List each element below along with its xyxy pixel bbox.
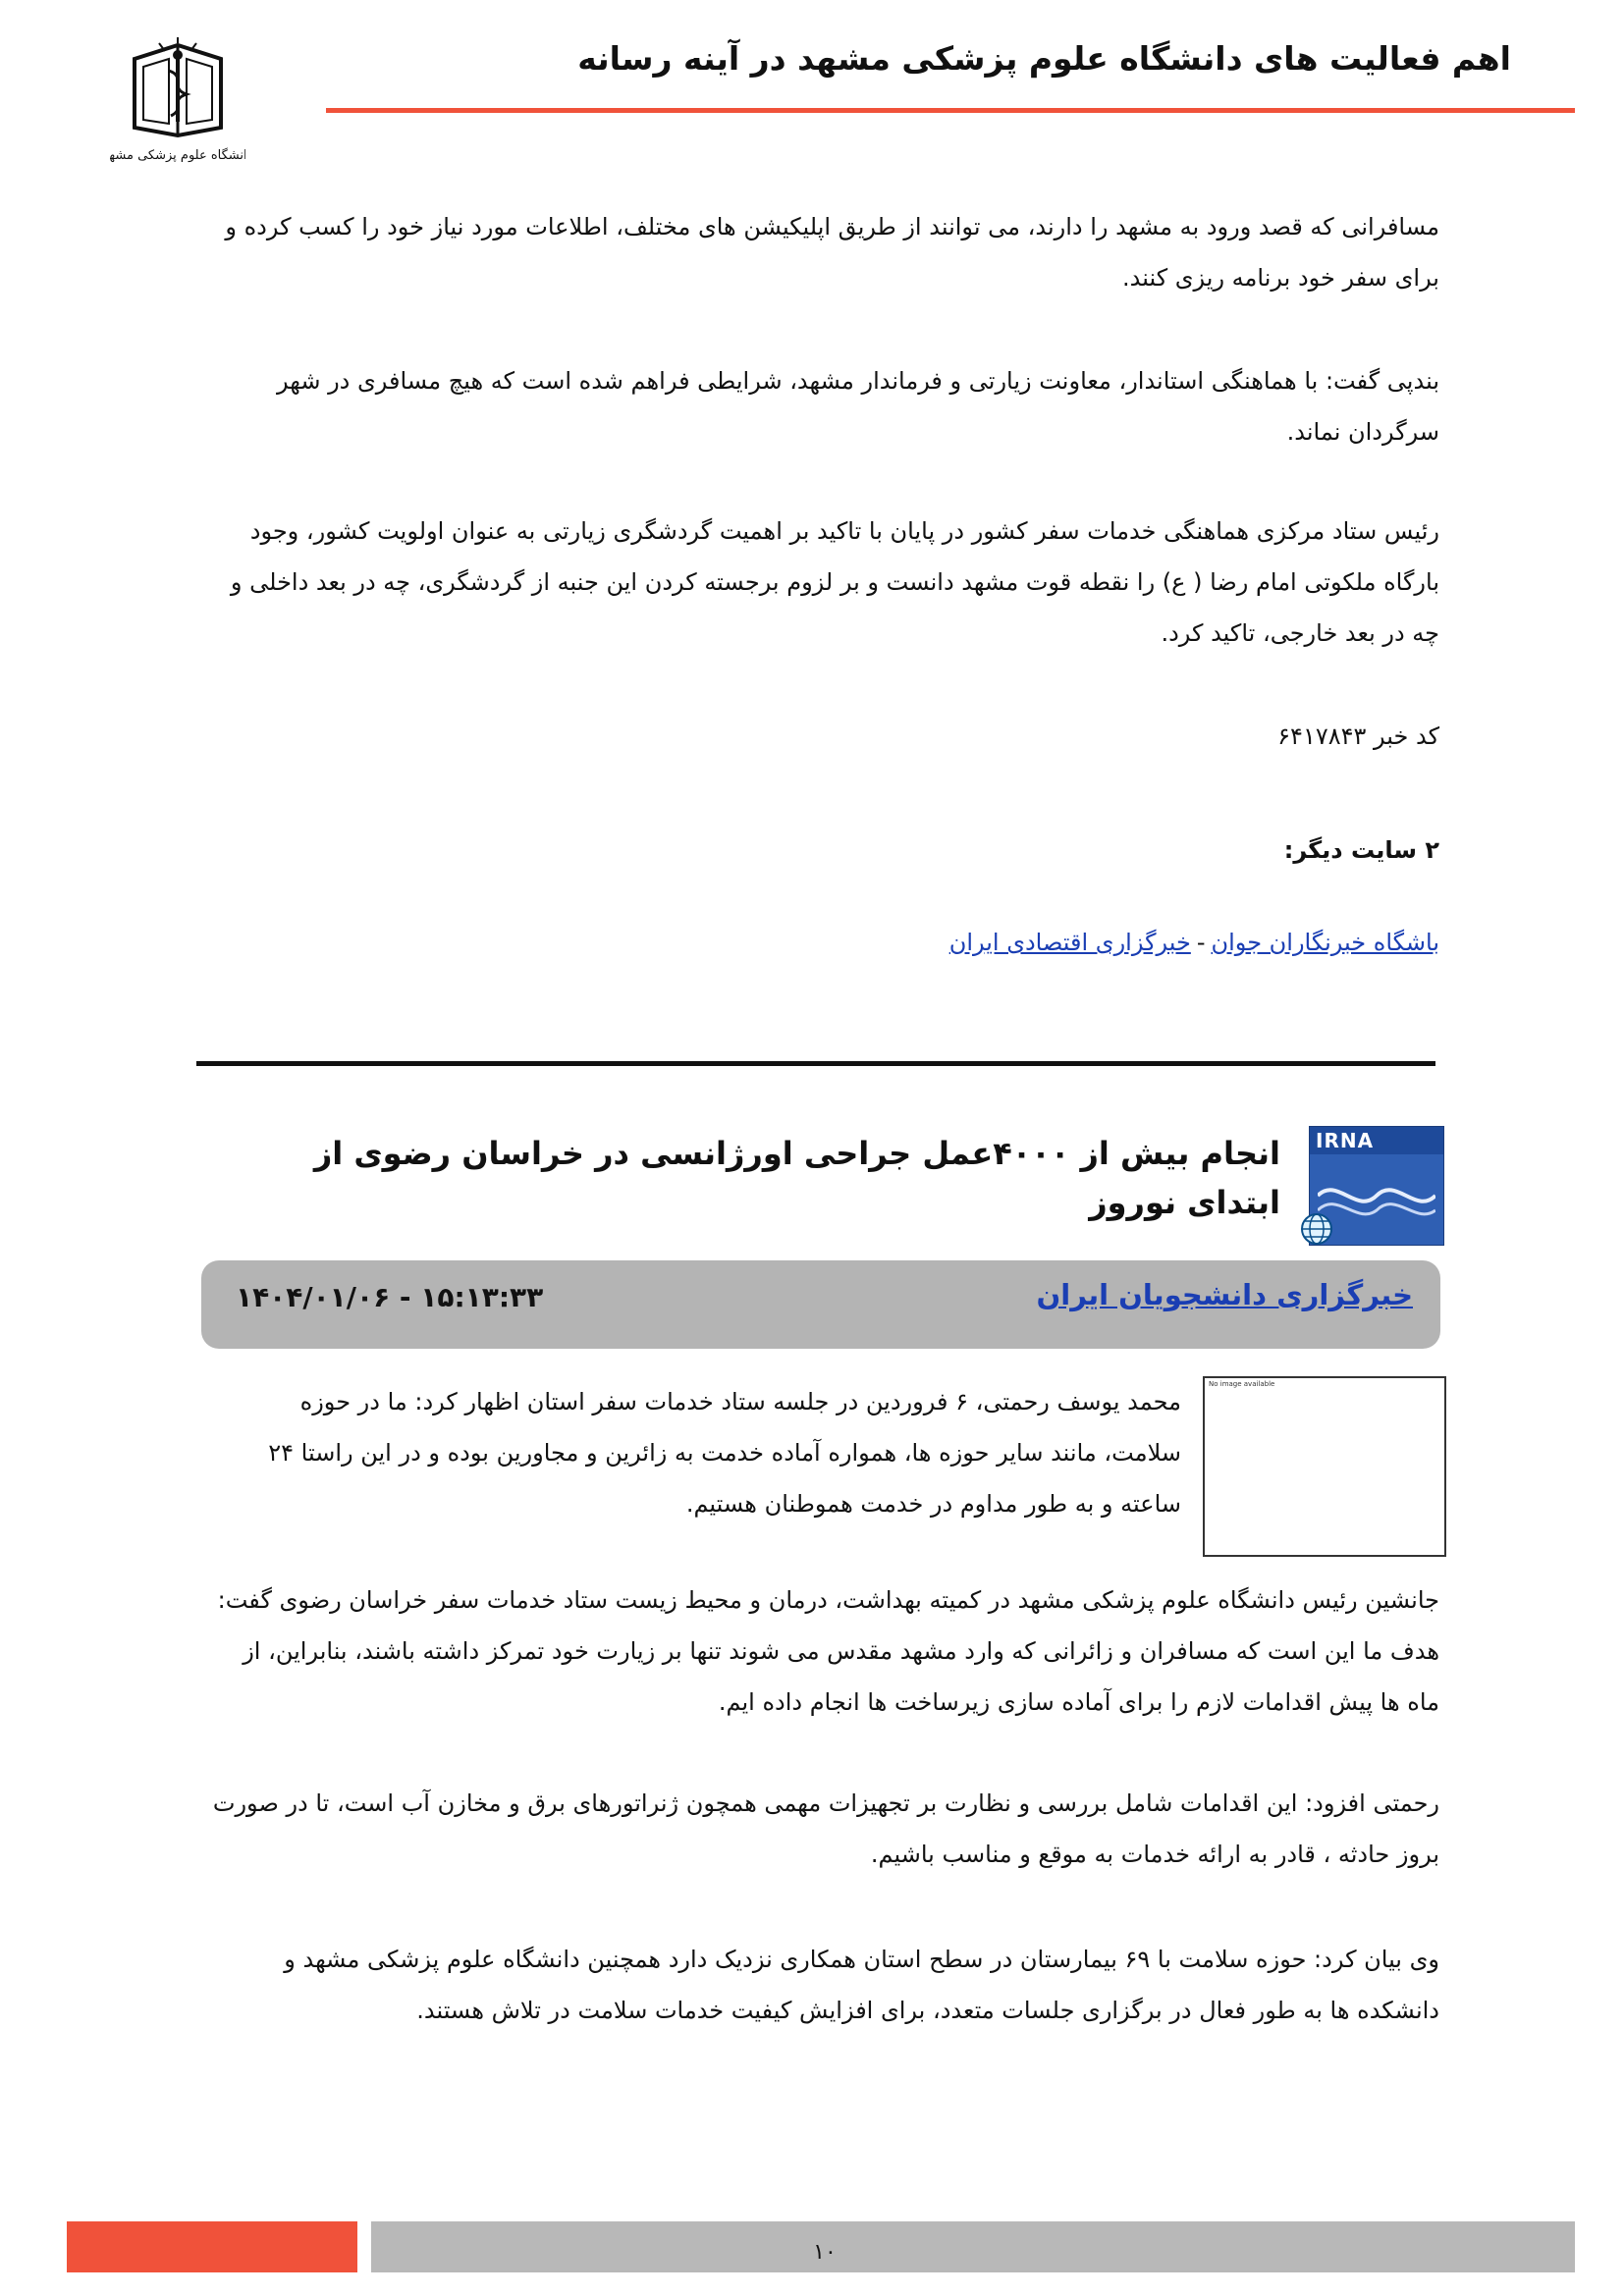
article2-title: انجام بیش از ۴۰۰۰عمل جراحی اورژانسی در خراسان رضوی از ابتدای نوروز	[313, 1135, 1280, 1221]
paragraph-text: وی بیان کرد: حوزه سلامت با ۶۹ بیمارستان در سطح استان همکاری نزدیک دارد همچنین دانشگاه علوم پزشکی مشهد و دانشکده ها به طور فعال در برگزاری جلسات متعدد، برای افزایش کیفیت خدمات سلامت در تلاش هستند.	[284, 1946, 1439, 2024]
globe-icon	[1299, 1211, 1334, 1247]
page-number: ۱۰	[813, 2240, 837, 2265]
footer-accent-bar	[67, 2221, 357, 2272]
article2-paragraph-2	[206, 1778, 1439, 1880]
paragraph-text: رئیس ستاد مرکزی هماهنگی خدمات سفر کشور در پایان با تاکید بر اهمیت گردشگری زیارتی به عنوان اولویت کشور، وجود بارگاه ملکوتی امام رضا ( ع) را نقطه قوت مشهد دانست و بر لزوم برجسته کردن این جنبه از گردشگری، چه در بعد داخلی و چه در بعد خارجی، تاکید کرد.	[230, 517, 1439, 647]
other-sites-label	[206, 825, 1439, 876]
link-iran-economic-news[interactable]: خبرگزاری اقتصادی ایران	[948, 929, 1191, 956]
university-logo	[110, 37, 245, 165]
news-code	[206, 711, 1439, 762]
article2-paragraph-3	[206, 1934, 1439, 2036]
image-caption: No image available	[1209, 1380, 1275, 1388]
article1-paragraph-1	[206, 201, 1439, 303]
paragraph-text: رحمتی افزود: این اقدامات شامل بررسی و نظارت بر تجهیزات مهمی همچون ژنراتورهای برق و مخازن آب است، تا در صورت بروز حادثه ، قادر به ارائه خدمات به موقع و مناسب باشیم.	[212, 1789, 1439, 1868]
news-code-text: کد خبر ۶۴۱۷۸۴۳	[1277, 722, 1439, 750]
article2-intro	[231, 1376, 1181, 1529]
intro-text: محمد یوسف رحمتی، ۶ فروردین در جلسه ستاد خدمات سفر استان اظهار کرد: ما در حوزه سلامت، مانند سایر حوزه ها، همواره آماده خدمت به زائرین و مجاورین بوده و در این راستا ۲۴ ساعته و به طور مداوم در خدمت هموطنان هستیم.	[268, 1388, 1181, 1518]
page-header-title: اهم فعالیت های دانشگاه علوم پزشکی مشهد در آینه رسانه	[577, 39, 1511, 78]
article-divider	[196, 1061, 1435, 1066]
paragraph-text: جانشین رئیس دانشگاه علوم پزشکی مشهد در کمیته بهداشت، درمان و محیط زیست ستاد خدمات سفر خراسان رضوی گفت: هدف ما این است که مسافران و زائرانی که وارد مشهد مقدس می شوند تنها بر زیارت خود تمرکز داشته باشند، بنابراین، از ماه ها پیش اقدامات لازم را برای آماده سازی زیرساخت ها انجام داده ایم.	[217, 1586, 1439, 1716]
header-divider	[326, 108, 1575, 113]
paragraph-text: بندپی گفت: با هماهنگی استاندار، معاونت زیارتی و فرماندار مشهد، شرایطی فراهم شده است که هیچ مسافری در شهر سرگردان نماند.	[277, 367, 1439, 446]
source-link-isna[interactable]: خبرگزاری دانشجویان ایران	[1036, 1278, 1413, 1311]
paragraph-text: مسافرانی که قصد ورود به مشهد را دارند، می توانند از طریق اپلیکیشن های مختلف، اطلاعات مورد نیاز خود را کسب کرده و برای سفر خود برنامه ریزی کنند.	[225, 213, 1439, 292]
footer-bar	[371, 2221, 1575, 2272]
irna-logo-text: IRNA	[1316, 1129, 1375, 1152]
article2-paragraph-1	[206, 1575, 1439, 1728]
logo-caption: دانشگاه علوم پزشکی مشهد	[110, 148, 245, 163]
article-image-placeholder	[1203, 1376, 1446, 1557]
link-separator: -	[1196, 929, 1206, 956]
other-sites-label-text: ۲ سایت دیگر:	[1283, 836, 1439, 864]
article1-paragraph-3	[206, 506, 1439, 659]
article1-paragraph-2	[206, 355, 1439, 457]
publish-datetime: ۱۴۰۴/۰۱/۰۶ - ۱۵:۱۳:۳۳	[236, 1281, 544, 1313]
link-young-journalists-club[interactable]: باشگاه خبرنگاران جوان	[1211, 929, 1439, 956]
other-sites-links	[206, 921, 1439, 964]
